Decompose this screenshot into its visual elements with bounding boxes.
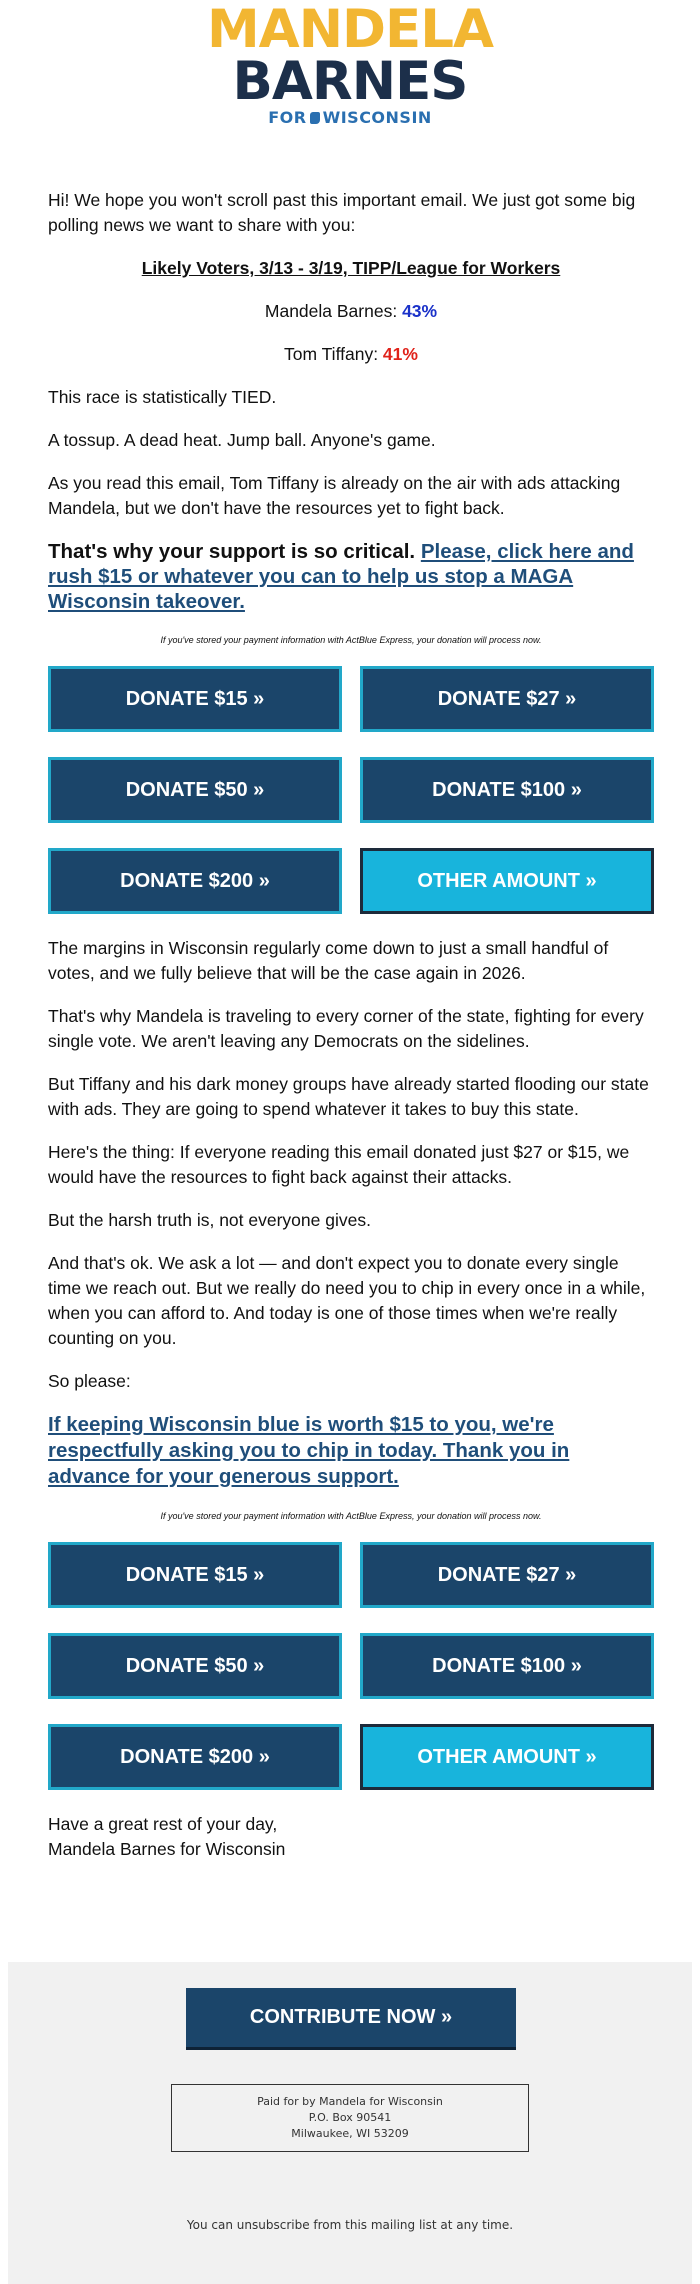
donate-link-2[interactable]: If keeping Wisconsin blue is worth $15 to you, we're respectfully asking you to chip in today. Thank you in advance for your generous support. (48, 1413, 570, 1488)
paragraph: So please: (48, 1371, 131, 1391)
disclaimer-line: P.O. Box 90541 (308, 2111, 392, 2124)
paragraph: That's why Mandela is traveling to every corner of the state, fighting for every single vote. We aren't leaving any Democrats on the sidelines. (48, 1006, 644, 1051)
donate-button-grid-1 (48, 666, 654, 914)
cta-lead-text: That's why your support is so critical. (48, 540, 421, 563)
donate-50-button[interactable]: DONATE $50 » (48, 1633, 342, 1699)
candidate-2-value: 41% (382, 344, 418, 364)
paragraph: A tossup. A dead heat. Jump ball. Anyone's game. (48, 430, 436, 450)
donate-200-button[interactable]: DONATE $200 » (48, 1724, 342, 1790)
disclaimer-line: Paid for by Mandela for Wisconsin (257, 2095, 443, 2108)
email-footer (8, 1962, 692, 2284)
donate-15-button[interactable]: DONATE $15 » (48, 666, 342, 732)
actblue-note: If you've stored your payment information with ActBlue Express, your donation will process now. (160, 1511, 542, 1521)
actblue-note: If you've stored your payment information with ActBlue Express, your donation will process now. (160, 635, 542, 645)
paragraph: Here's the thing: If everyone reading this email donated just $27 or $15, we would have the resources to fight back against their attacks. (48, 1142, 630, 1187)
donate-link-1[interactable]: Please, click here and rush $15 or whatever you can to help us stop a MAGA Wisconsin takeover. (48, 540, 634, 613)
paragraph: And that's ok. We ask a lot — and don't expect you to donate every single time we reach out. But we really do need you to chip in every once in a while, when you can afford to. And today is one of those times when we're really counting on you. (48, 1253, 646, 1348)
contribute-now-button[interactable]: CONTRIBUTE NOW » (186, 1988, 516, 2050)
campaign-logo (0, 0, 700, 128)
donate-27-button[interactable]: DONATE $27 » (360, 1542, 654, 1608)
other-amount-button[interactable]: OTHER AMOUNT » (360, 848, 654, 914)
candidate-1-value: 43% (402, 301, 438, 321)
paragraph: But the harsh truth is, not everyone gives. (48, 1210, 371, 1230)
paragraph: This race is statistically TIED. (48, 387, 277, 407)
email-body (48, 188, 654, 1880)
donate-27-button[interactable]: DONATE $27 » (360, 666, 654, 732)
donate-200-button[interactable]: DONATE $200 » (48, 848, 342, 914)
paid-for-disclaimer (171, 2084, 529, 2152)
donate-15-button[interactable]: DONATE $15 » (48, 1542, 342, 1608)
signoff-line-1: Have a great rest of your day, (48, 1814, 278, 1834)
logo-for: FOR (268, 108, 307, 127)
logo-last-name: BARNES (232, 51, 468, 112)
candidate-1-label: Mandela Barnes: (264, 301, 403, 321)
donate-50-button[interactable]: DONATE $50 » (48, 757, 342, 823)
poll-candidate-2 (48, 342, 654, 367)
logo-tagline (0, 108, 700, 128)
donate-cta-2 (48, 1412, 654, 1490)
poll-candidate-1 (48, 299, 654, 324)
unsubscribe-text[interactable]: You can unsubscribe from this mailing list at any time. (186, 2218, 514, 2232)
donate-cta-1 (48, 539, 654, 614)
poll-title: Likely Voters, 3/13 - 3/19, TIPP/League for Workers (141, 258, 561, 278)
candidate-2-label: Tom Tiffany: (284, 344, 383, 364)
other-amount-button[interactable]: OTHER AMOUNT » (360, 1724, 654, 1790)
paragraph: But Tiffany and his dark money groups have already started flooding our state with ads. They are going to spend whatever it takes to buy this state. (48, 1074, 649, 1119)
donate-100-button[interactable]: DONATE $100 » (360, 757, 654, 823)
paragraph: The margins in Wisconsin regularly come down to just a small handful of votes, and we fully believe that will be the case again in 2026. (48, 938, 609, 983)
donate-button-grid-2 (48, 1542, 654, 1790)
wisconsin-state-icon (310, 112, 320, 124)
logo-first-name: MANDELA (206, 0, 494, 60)
intro-text: Hi! We hope you won't scroll past this important email. We just got some big polling news we want to share with you: (48, 190, 636, 235)
paragraph: As you read this email, Tom Tiffany is already on the air with ads attacking Mandela, but we don't have the resources yet to fight back. (48, 473, 621, 518)
logo-state: WISCONSIN (322, 108, 432, 127)
signoff-line-2: Mandela Barnes for Wisconsin (48, 1839, 286, 1859)
disclaimer-line: Milwaukee, WI 53209 (291, 2127, 409, 2140)
donate-100-button[interactable]: DONATE $100 » (360, 1633, 654, 1699)
